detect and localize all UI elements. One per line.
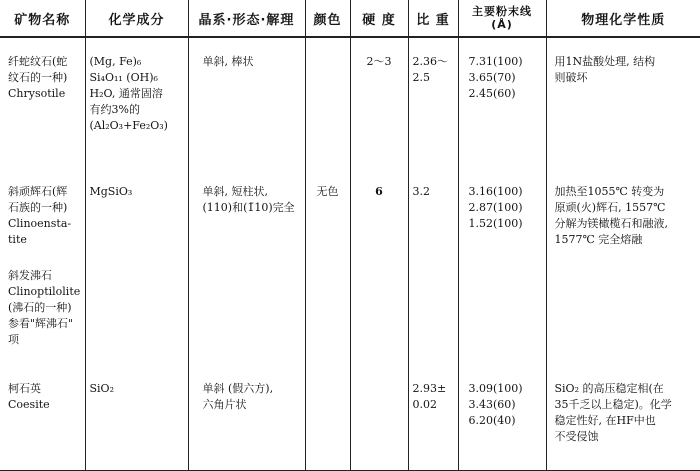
properties-cell — [546, 268, 700, 366]
powder-lines: 3.09(100) 3.43(60) 6.20(40) — [458, 366, 546, 471]
mineral-name: 斜顽辉石(辉 石族的一种) Clinoensta- tite — [0, 171, 85, 268]
chemical-composition — [85, 268, 188, 366]
density-cell: 2.93± 0.02 — [408, 366, 458, 471]
powder-lines: 7.31(100) 3.65(70) 2.45(60) — [458, 37, 546, 171]
header-properties: 物理化学性质 — [546, 0, 700, 37]
hardness-cell — [350, 268, 408, 366]
density-cell: 2.36～ 2.5 — [408, 37, 458, 171]
properties-cell: 用1N盐酸处理, 结构 则破坏 — [554, 55, 656, 84]
color-cell: 无色 — [305, 171, 350, 268]
mineral-name: 斜发沸石 Clinoptilolite (沸石的一种) 参看"辉沸石" 项 — [0, 268, 85, 366]
chemical-composition: SiO₂ — [85, 366, 188, 471]
density-cell — [408, 268, 458, 366]
mineral-name: 纤蛇纹石(蛇 纹石的一种) Chrysotile — [0, 37, 85, 171]
table-row — [0, 366, 700, 471]
header-crystal: 晶系·形态·解理 — [188, 0, 305, 37]
header-density: 比 重 — [408, 0, 458, 37]
powder-lines — [458, 268, 546, 366]
color-cell — [305, 268, 350, 366]
color-cell — [305, 37, 350, 171]
header-hardness: 硬 度 — [350, 0, 408, 37]
table-row — [0, 171, 700, 268]
powder-lines: 3.16(100) 2.87(100) 1.52(100) — [458, 171, 546, 268]
crystal-system: 单斜, 棒状 — [188, 37, 305, 171]
properties-cell: 加热至1055℃ 转变为 原顽(火)辉石, 1557℃ 分解为镁橄榄石和融液, 1577℃ 完全熔融 — [554, 185, 668, 246]
hardness-cell — [350, 366, 408, 471]
hardness-cell: 6 — [350, 171, 408, 268]
color-cell — [305, 366, 350, 471]
header-row — [0, 0, 700, 37]
crystal-system — [188, 268, 305, 366]
chemical-composition: MgSiO₃ — [85, 171, 188, 268]
crystal-system: 单斜, 短柱状, (110)和(1̄10)完全 — [188, 171, 305, 268]
table-row — [0, 268, 700, 366]
header-name: 矿物名称 — [0, 0, 85, 37]
header-color: 颜色 — [305, 0, 350, 37]
crystal-system: 单斜 (假六方), 六角片状 — [188, 366, 305, 471]
header-composition: 化学成分 — [85, 0, 188, 37]
header-powder: 主要粉末线 (Å) — [458, 0, 546, 37]
chemical-composition: (Mg, Fe)₆ Si₄O₁₁ (OH)₆ H₂O, 通常固溶 有约3%的 (Al₂O₃+Fe₂O₃) — [85, 37, 188, 171]
table-row — [0, 37, 700, 171]
hardness-cell: 2～3 — [350, 37, 408, 171]
properties-cell: SiO₂ 的高压稳定相(在 35千乏以上稳定)。化学 稳定性好, 在HF中也 不受侵蚀 — [546, 366, 700, 471]
density-cell: 3.2 — [408, 171, 458, 268]
mineral-name: 柯石英 Coesite — [0, 366, 85, 471]
